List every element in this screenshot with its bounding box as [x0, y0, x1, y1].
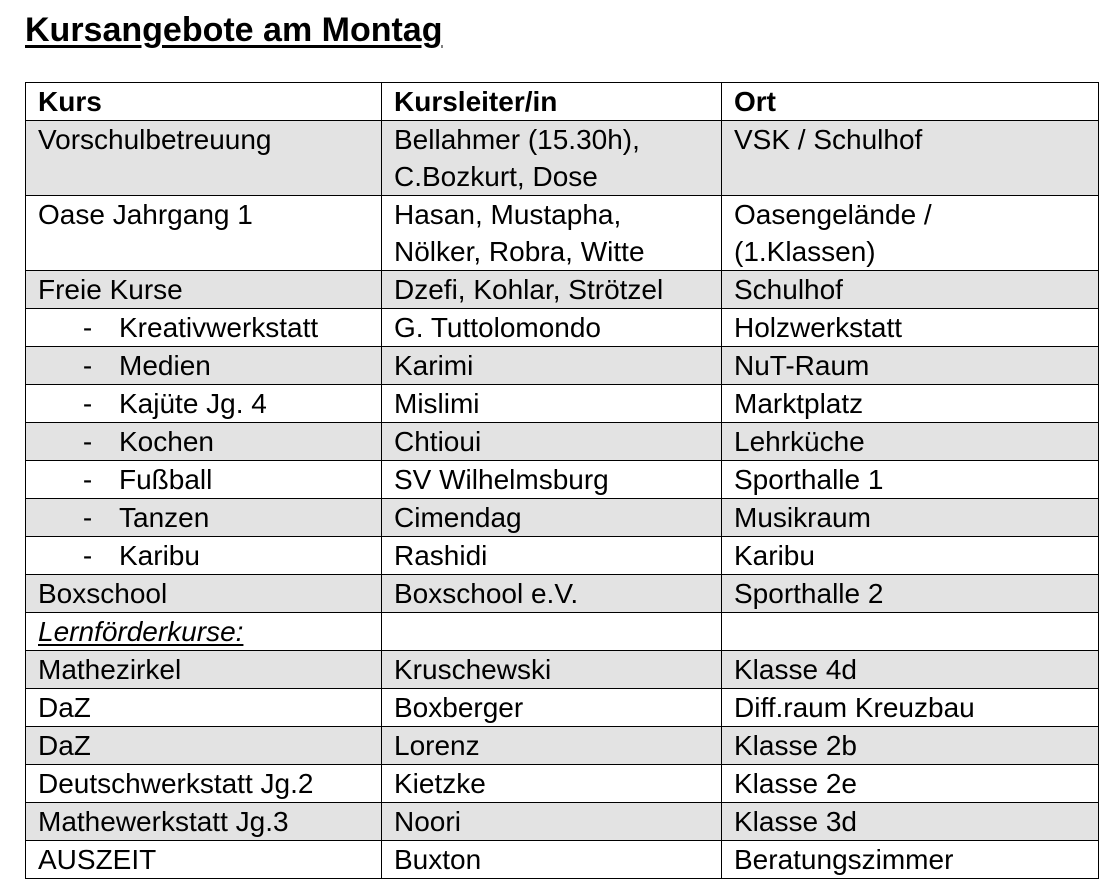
table-row [26, 196, 1099, 271]
table-row [26, 765, 1099, 803]
list-dash: - [82, 350, 93, 381]
cell-ort: Klasse 2b [722, 727, 1099, 765]
header-ort: Ort [722, 83, 1099, 121]
cell-kurs-text: Fußball [119, 464, 213, 495]
table-row [26, 121, 1099, 196]
cell-ort: Musikraum [722, 499, 1099, 537]
cell-kurs: Freie Kurse [26, 271, 382, 309]
cell-kursleiter: Cimendag [382, 499, 722, 537]
cell-kurs-text: Medien [119, 350, 211, 381]
section-label: Lernförderkurse: [38, 616, 244, 647]
cell-ort: Klasse 2e [722, 765, 1099, 803]
cell-line: Hasan, Mustapha, [394, 199, 622, 230]
cell-kursleiter: Lorenz [382, 727, 722, 765]
cell-kurs: Boxschool [26, 575, 382, 613]
cell-ort: Lehrküche [722, 423, 1099, 461]
cell-kursleiter: Mislimi [382, 385, 722, 423]
cell-ort [722, 121, 1099, 196]
table-row [26, 651, 1099, 689]
cell-kurs-text: Kreativwerkstatt [119, 312, 319, 343]
cell-kursleiter: Boxschool e.V. [382, 575, 722, 613]
cell-kurs-text: Karibu [119, 540, 200, 571]
cell-kurs: Oase Jahrgang 1 [26, 196, 382, 271]
cell-kurs: DaZ [26, 727, 382, 765]
cell-kurs-text: Kochen [119, 426, 214, 457]
table-row [26, 575, 1099, 613]
cell-kursleiter [382, 196, 722, 271]
table-row [26, 309, 1099, 347]
cell-kurs [26, 423, 382, 461]
table-row [26, 347, 1099, 385]
cell-kursleiter: Dzefi, Kohlar, Strötzel [382, 271, 722, 309]
cell-line: C.Bozkurt, Dose [394, 161, 598, 192]
table-row [26, 537, 1099, 575]
cell-line: Nölker, Robra, Witte [394, 236, 645, 267]
list-dash: - [82, 388, 93, 419]
table-row [26, 689, 1099, 727]
cell-ort: Sporthalle 2 [722, 575, 1099, 613]
cell-ort: Klasse 3d [722, 803, 1099, 841]
list-dash: - [82, 540, 93, 571]
cell-kursleiter: Rashidi [382, 537, 722, 575]
cell-kurs: DaZ [26, 689, 382, 727]
cell-ort [722, 196, 1099, 271]
cell-kurs-text: Kajüte Jg. 4 [119, 388, 267, 419]
cell-kursleiter: G. Tuttolomondo [382, 309, 722, 347]
cell-kursleiter: SV Wilhelmsburg [382, 461, 722, 499]
cell-kurs [26, 537, 382, 575]
cell-ort: Marktplatz [722, 385, 1099, 423]
cell-kursleiter [382, 121, 722, 196]
list-dash: - [82, 426, 93, 457]
cell-ort: Sporthalle 1 [722, 461, 1099, 499]
table-row [26, 499, 1099, 537]
cell-kursleiter: Karimi [382, 347, 722, 385]
list-dash: - [82, 312, 93, 343]
cell-kursleiter [382, 613, 722, 651]
table-row [26, 727, 1099, 765]
table-row [26, 803, 1099, 841]
cell-kurs-text: Tanzen [119, 502, 210, 533]
cell-ort: Holzwerkstatt [722, 309, 1099, 347]
cell-kurs [26, 499, 382, 537]
list-dash: - [82, 464, 93, 495]
cell-kurs [26, 461, 382, 499]
table-row [26, 841, 1099, 879]
course-table [25, 82, 1099, 879]
cell-kurs: Mathezirkel [26, 651, 382, 689]
cell-kursleiter: Kietzke [382, 765, 722, 803]
cell-kursleiter: Kruschewski [382, 651, 722, 689]
table-row [26, 423, 1099, 461]
cell-ort: Beratungszimmer [722, 841, 1099, 879]
page-title: Kursangebote am Montag [25, 11, 443, 49]
cell-ort: Schulhof [722, 271, 1099, 309]
header-kurs: Kurs [26, 83, 382, 121]
table-row [26, 385, 1099, 423]
table-header-row [26, 83, 1099, 121]
cell-line: Bellahmer (15.30h), [394, 124, 640, 155]
cell-kurs: Vorschulbetreuung [26, 121, 382, 196]
cell-kursleiter: Boxberger [382, 689, 722, 727]
cell-kursleiter: Noori [382, 803, 722, 841]
header-kursleiter: Kursleiter/in [382, 83, 722, 121]
cell-kursleiter: Chtioui [382, 423, 722, 461]
cell-ort: NuT-Raum [722, 347, 1099, 385]
cell-ort: Klasse 4d [722, 651, 1099, 689]
cell-kurs [26, 347, 382, 385]
cell-kurs: Deutschwerkstatt Jg.2 [26, 765, 382, 803]
table-row [26, 461, 1099, 499]
list-dash: - [82, 502, 93, 533]
cell-line: VSK / Schulhof [734, 124, 923, 155]
cell-section [26, 613, 382, 651]
cell-kursleiter: Buxton [382, 841, 722, 879]
table-row [26, 271, 1099, 309]
cell-kurs: AUSZEIT [26, 841, 382, 879]
cell-ort: Diff.raum Kreuzbau [722, 689, 1099, 727]
cell-kurs: Mathewerkstatt Jg.3 [26, 803, 382, 841]
cell-line: (1.Klassen) [734, 236, 876, 267]
cell-kurs [26, 309, 382, 347]
table-section-row [26, 613, 1099, 651]
cell-ort [722, 613, 1099, 651]
cell-kurs [26, 385, 382, 423]
cell-line: Oasengelände / [734, 199, 932, 230]
cell-ort: Karibu [722, 537, 1099, 575]
